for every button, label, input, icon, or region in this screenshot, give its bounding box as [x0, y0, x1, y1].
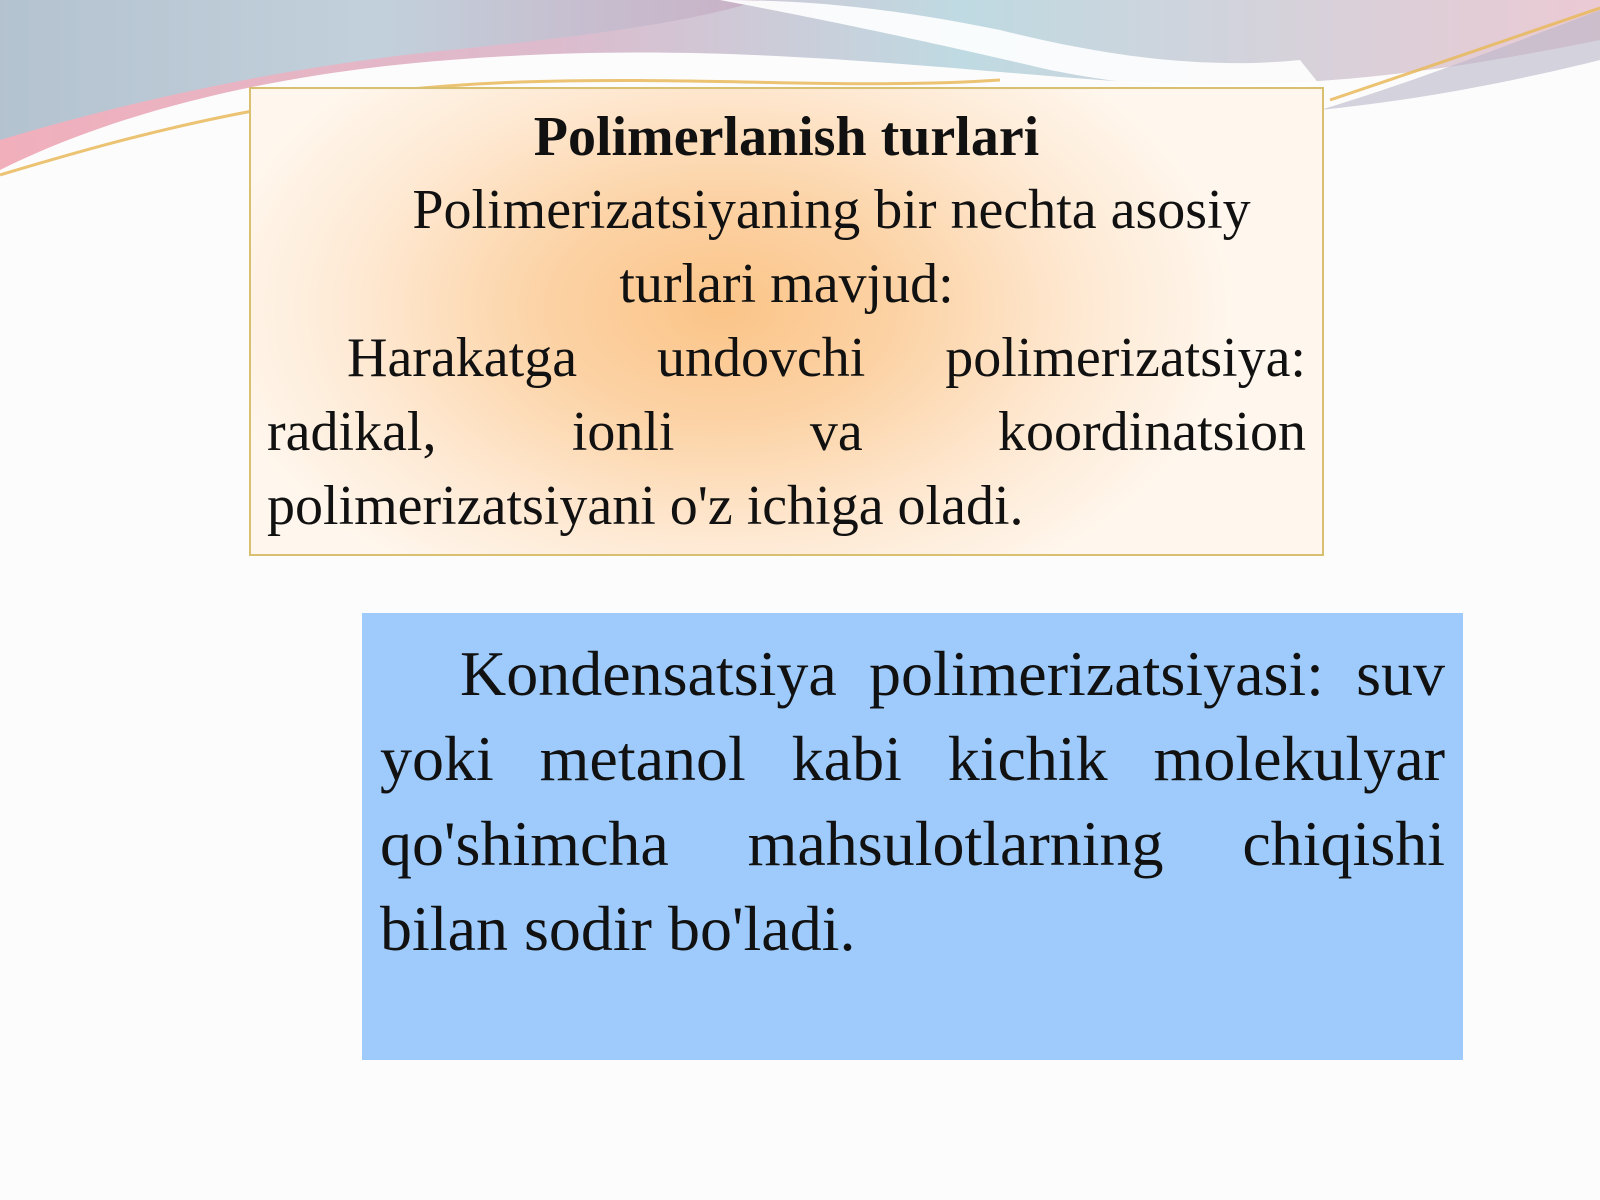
- condensation-polymerization-box: [362, 613, 1463, 1060]
- intro-line-1: Polimerizatsiyaning bir nechta asosiy: [412, 179, 1251, 241]
- polymerization-types-box: [249, 87, 1324, 556]
- condensation-polymerization-paragraph: Kondensatsiya polimerizatsiyasi: suv yoki metanol kabi kichik molekulyar qo'shimcha mahsulotlarning chiqishi bilan sodir bo'ladi.: [380, 638, 1445, 964]
- intro-line-2: turlari mavjud:: [619, 253, 954, 315]
- box-title: Polimerlanish turlari: [533, 106, 1040, 168]
- addition-polymerization-paragraph: Harakatga undovchi polimerizatsiya: radikal, ionli va koordinatsion polimerizatsiyani o'z ichiga oladi.: [267, 327, 1306, 537]
